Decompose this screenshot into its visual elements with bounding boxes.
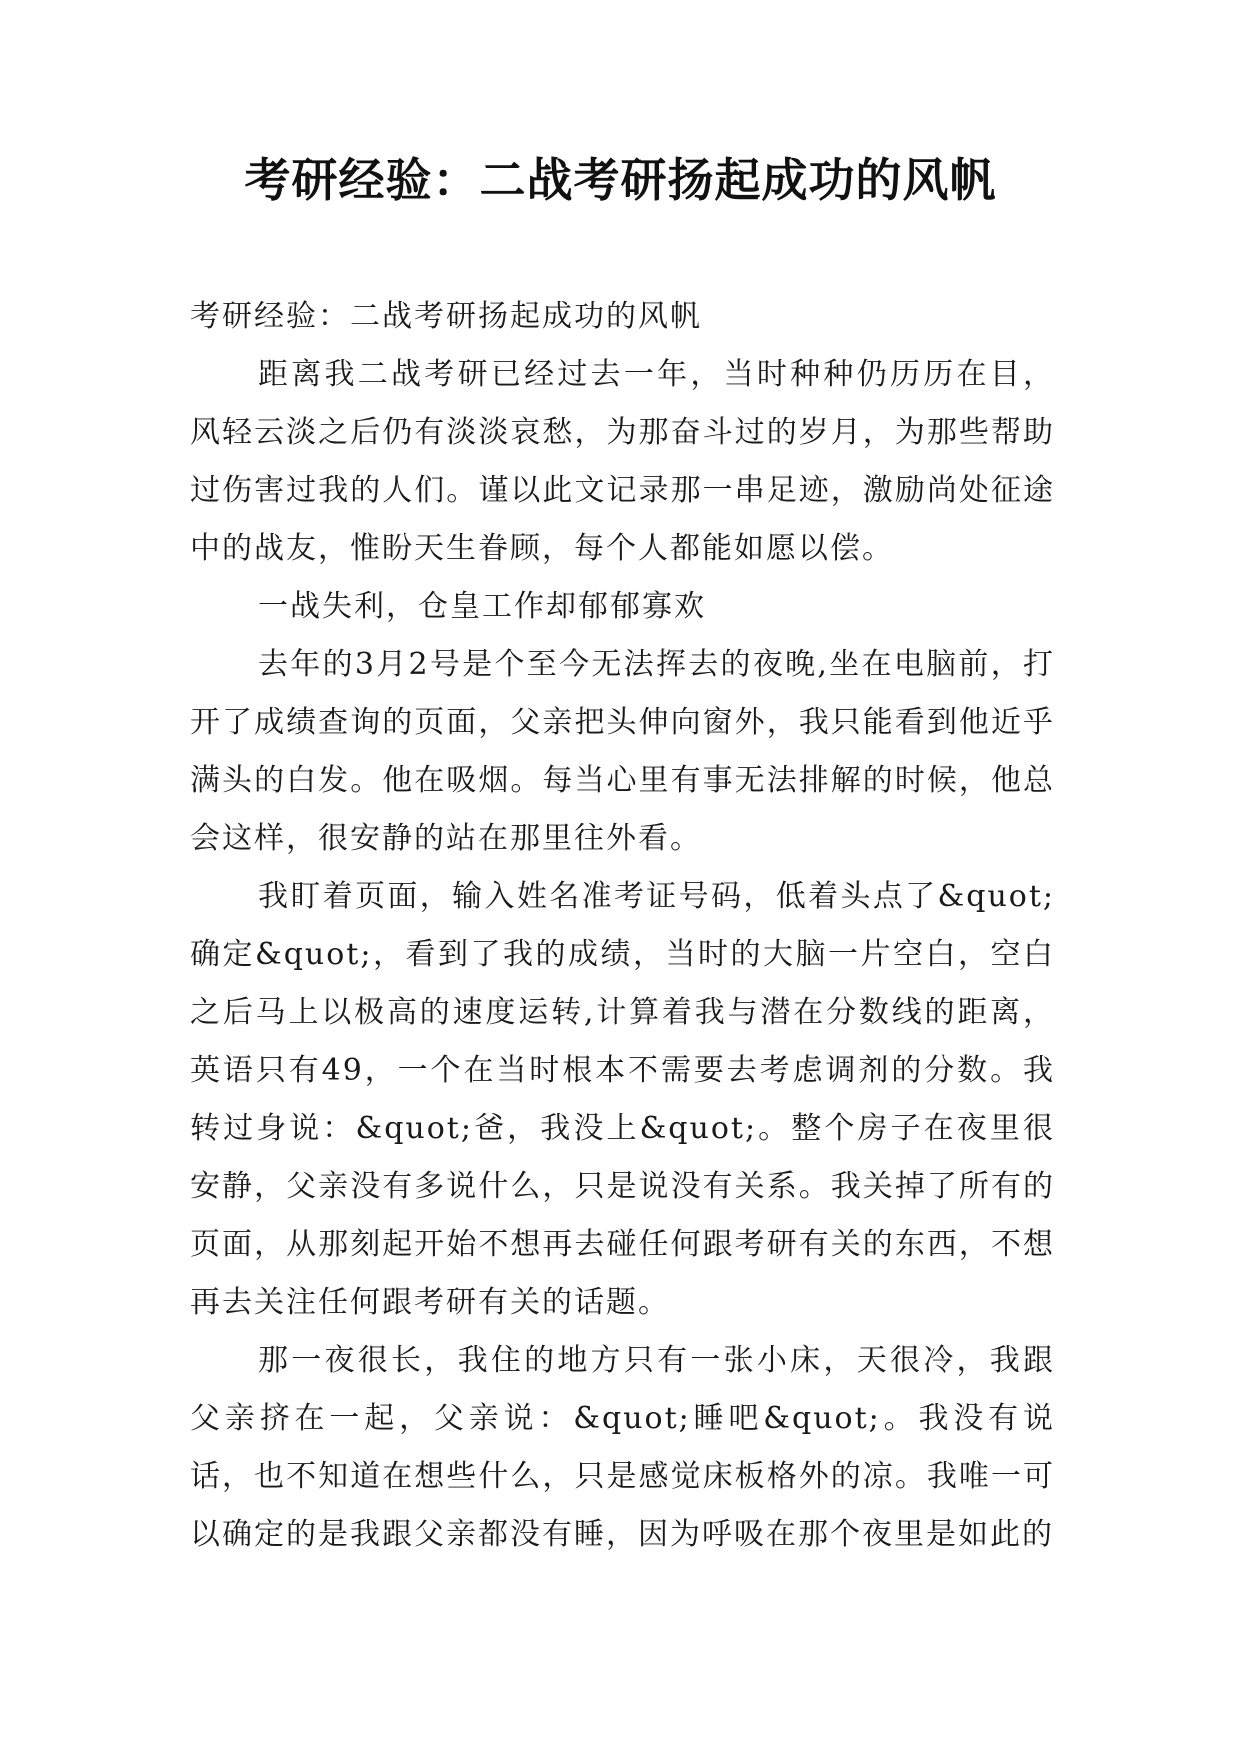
document-title: 考研经验：二战考研扬起成功的风帆 — [244, 153, 997, 207]
section-heading: 一战失利，仓皇工作却郁郁寡欢 — [258, 589, 706, 624]
document-body — [190, 288, 1055, 1564]
paragraph: 去年的3月2号是个至今无法挥去的夜晚,坐在电脑前，打开了成绩查询的页面，父亲把头伸向窗外，我只能看到他近乎满头的白发。他在吸烟。每当心里有事无法排解的时候，他总会这样，很安静的站在那里往外看。 — [190, 647, 1055, 856]
paragraph-subtitle: 考研经验：二战考研扬起成功的风帆 — [190, 299, 702, 334]
paragraph: 我盯着页面，输入姓名准考证号码，低着头点了&quot;确定&quot;，看到了我的成绩，当时的大脑一片空白，空白之后马上以极高的速度运转,计算着我与潜在分数线的距离，英语只有49，一个在当时根本不需要去考虑调剂的分数。我转过身说：&quot;爸，我没上&quot;。整个房子在夜里很安静，父亲没有多说什么，只是说没有关系。我关掉了所有的页面，从那刻起开始不想再去碰任何跟考研有关的东西，不想再去关注任何跟考研有关的话题。 — [190, 879, 1055, 1320]
paragraph: 那一夜很长，我住的地方只有一张小床，天很冷，我跟父亲挤在一起，父亲说：&quot;睡吧&quot;。我没有说话，也不知道在想些什么，只是感觉床板格外的凉。我唯一可以确定的是我跟父亲都没有睡，因为呼吸在那个夜里是如此的 — [190, 1343, 1055, 1552]
paragraph: 距离我二战考研已经过去一年，当时种种仍历历在目，风轻云淡之后仍有淡淡哀愁，为那奋斗过的岁月，为那些帮助过伤害过我的人们。谨以此文记录那一串足迹，激励尚处征途中的战友，惟盼天生眷顾，每个人都能如愿以偿。 — [190, 357, 1055, 566]
